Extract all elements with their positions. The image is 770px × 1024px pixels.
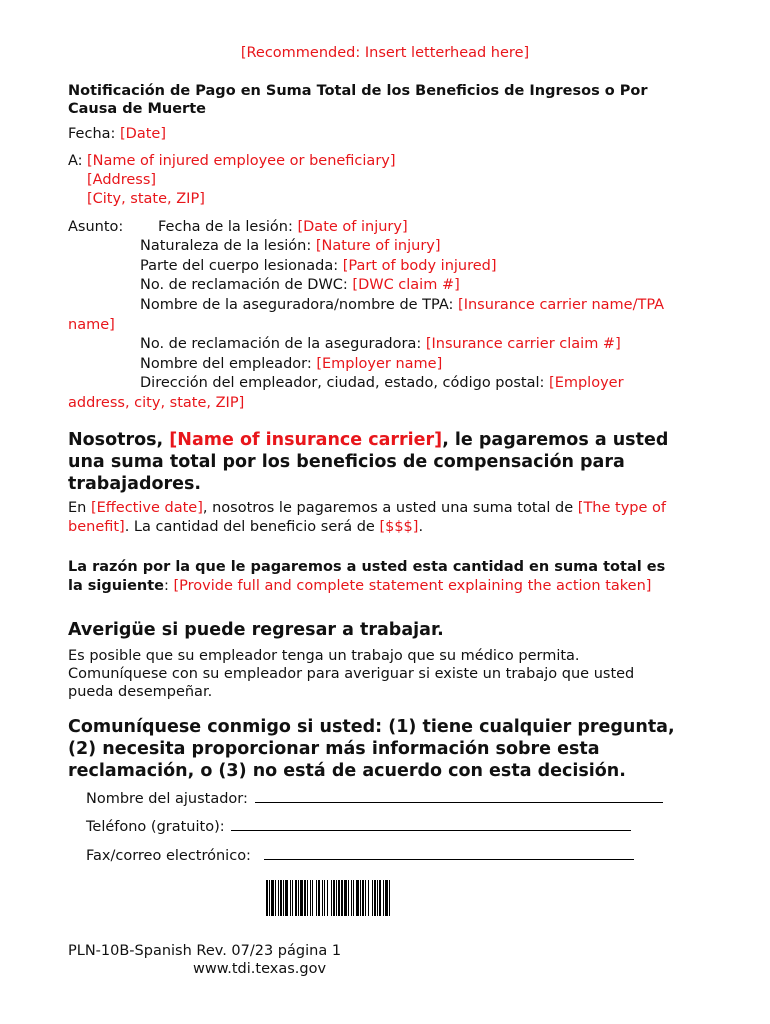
subject-carrier-name: Nombre de la aseguradora/nombre de TPA: [Insurance carrier name/TPA bbox=[140, 297, 665, 313]
barcode-bar bbox=[278, 880, 279, 916]
subject-nature-of-injury: Naturaleza de la lesión: [Nature of injury] bbox=[140, 238, 441, 254]
barcode-bar bbox=[377, 880, 378, 916]
barcode-bar bbox=[327, 880, 328, 916]
subject-employer-address-cont: address, city, state, ZIP] bbox=[68, 395, 245, 411]
subject-date-of-injury: Fecha de la lesión: [Date of injury] bbox=[158, 219, 408, 235]
payment-paragraph-line2: benefit]. La cantidad del beneficio será de [$$$]. bbox=[68, 519, 424, 535]
barcode-image bbox=[266, 880, 504, 916]
barcode-bar bbox=[362, 880, 364, 916]
barcode-bar bbox=[336, 880, 337, 916]
adjuster-label: Nombre del ajustador: bbox=[86, 791, 248, 807]
reason-line2: la siguiente: [Provide full and complete statement explaining the action taken] bbox=[68, 578, 652, 594]
barcode-bar bbox=[341, 880, 343, 916]
work-line-1: Es posible que su empleador tenga un trabajo que su médico permita. bbox=[68, 648, 580, 664]
barcode-bar bbox=[379, 880, 381, 916]
phone-field-row bbox=[86, 816, 631, 838]
subject-employer-address: Dirección del empleador, ciudad, estado, código postal: [Employer bbox=[140, 375, 624, 391]
barcode-bar bbox=[338, 880, 340, 916]
fax-email-line[interactable] bbox=[264, 845, 634, 860]
recipient-name: [Name of injured employee or beneficiary] bbox=[87, 153, 396, 169]
adjuster-field-row bbox=[86, 788, 663, 810]
recipient-city: [City, state, ZIP] bbox=[87, 191, 205, 207]
barcode-bar bbox=[368, 880, 369, 916]
barcode-bar bbox=[374, 880, 376, 916]
barcode-bar bbox=[353, 880, 354, 916]
barcode-bar bbox=[300, 880, 303, 916]
reason-statement-placeholder: [Provide full and complete statement explaining the action taken] bbox=[173, 578, 652, 594]
fax-email-field-row bbox=[86, 845, 634, 867]
to-label: A: bbox=[68, 153, 83, 169]
barcode-bar bbox=[285, 880, 288, 916]
barcode-bar bbox=[324, 880, 325, 916]
payment-paragraph-line1: En [Effective date], nosotros le pagaremos a usted una suma total de [The type of bbox=[68, 500, 667, 516]
payment-heading: Nosotros, [Name of insurance carrier], le pagaremos a usted una suma total por los beneficios de compensación para trabajadores. bbox=[68, 430, 669, 494]
document-title: Notificación de Pago en Suma Total de los Beneficios de Ingresos o Por Causa de Muerte bbox=[68, 83, 648, 117]
barcode-bar bbox=[275, 880, 276, 916]
barcode-bar bbox=[360, 880, 361, 916]
barcode-bar bbox=[356, 880, 359, 916]
subject-label: Asunto: bbox=[68, 219, 124, 235]
barcode-bar bbox=[283, 880, 284, 916]
barcode-bar bbox=[333, 880, 335, 916]
barcode-bar bbox=[271, 880, 274, 916]
barcode-bar bbox=[344, 880, 347, 916]
work-line-3: pueda desempeñar. bbox=[68, 684, 213, 700]
barcode-bar bbox=[290, 880, 291, 916]
barcode-bar bbox=[389, 880, 390, 916]
subject-dwc-claim: No. de reclamación de DWC: [DWC claim #] bbox=[140, 277, 460, 293]
barcode-bar bbox=[269, 880, 270, 916]
barcode-bar bbox=[310, 880, 311, 916]
barcode-bar bbox=[304, 880, 306, 916]
barcode-bar bbox=[348, 880, 349, 916]
website: www.tdi.texas.gov bbox=[193, 961, 327, 977]
effective-date-placeholder: [Effective date] bbox=[90, 500, 203, 516]
barcode-bar bbox=[266, 880, 268, 916]
barcode-bar bbox=[372, 880, 373, 916]
subject-carrier-name-cont: name] bbox=[68, 317, 115, 333]
barcode-bar bbox=[351, 880, 352, 916]
form-id: PLN-10B-Spanish Rev. 07/23 página 1 bbox=[68, 943, 342, 959]
fax-email-label: Fax/correo electrónico: bbox=[86, 848, 251, 864]
barcode-bar bbox=[322, 880, 323, 916]
barcode-bar bbox=[298, 880, 299, 916]
subject-carrier-claim: No. de reclamación de la aseguradora: [Insurance carrier claim #] bbox=[140, 336, 621, 352]
barcode-bar bbox=[316, 880, 317, 916]
barcode-bar bbox=[331, 880, 332, 916]
date-value: [Date] bbox=[120, 126, 166, 142]
subject-employer-name: Nombre del empleador: [Employer name] bbox=[140, 356, 443, 372]
work-line-2: Comuníquese con su empleador para averiguar si existe un trabajo que usted bbox=[68, 666, 635, 682]
adjuster-name-line[interactable] bbox=[255, 788, 663, 803]
amount-placeholder: [$$$] bbox=[379, 519, 419, 535]
contact-heading: Comuníquese conmigo si usted: (1) tiene cualquier pregunta, (2) necesita proporcionar más información sobre esta reclamación, o (3) no está de acuerdo con esta decisión. bbox=[68, 717, 675, 781]
recipient-address: [Address] bbox=[87, 172, 157, 188]
subject-body-part: Parte del cuerpo lesionada: [Part of body injured] bbox=[140, 258, 497, 274]
barcode-bar bbox=[365, 880, 366, 916]
date-label: Fecha: bbox=[68, 126, 116, 142]
carrier-name-placeholder: [Name of insurance carrier] bbox=[169, 430, 443, 450]
barcode-bar bbox=[292, 880, 293, 916]
reason-line1: La razón por la que le pagaremos a usted esta cantidad en suma total es bbox=[68, 559, 666, 575]
barcode-bar bbox=[385, 880, 388, 916]
barcode-bar bbox=[383, 880, 384, 916]
phone-line[interactable] bbox=[231, 816, 631, 831]
barcode-bar bbox=[280, 880, 282, 916]
date-line bbox=[68, 125, 166, 145]
return-to-work-heading: Averigüe si puede regresar a trabajar. bbox=[68, 620, 444, 640]
phone-label: Teléfono (gratuito): bbox=[86, 819, 225, 835]
barcode-bar bbox=[307, 880, 308, 916]
barcode-bar bbox=[318, 880, 320, 916]
barcode-bar bbox=[312, 880, 313, 916]
letterhead-placeholder: [Recommended: Insert letterhead here] bbox=[240, 45, 530, 61]
barcode-bar bbox=[295, 880, 297, 916]
